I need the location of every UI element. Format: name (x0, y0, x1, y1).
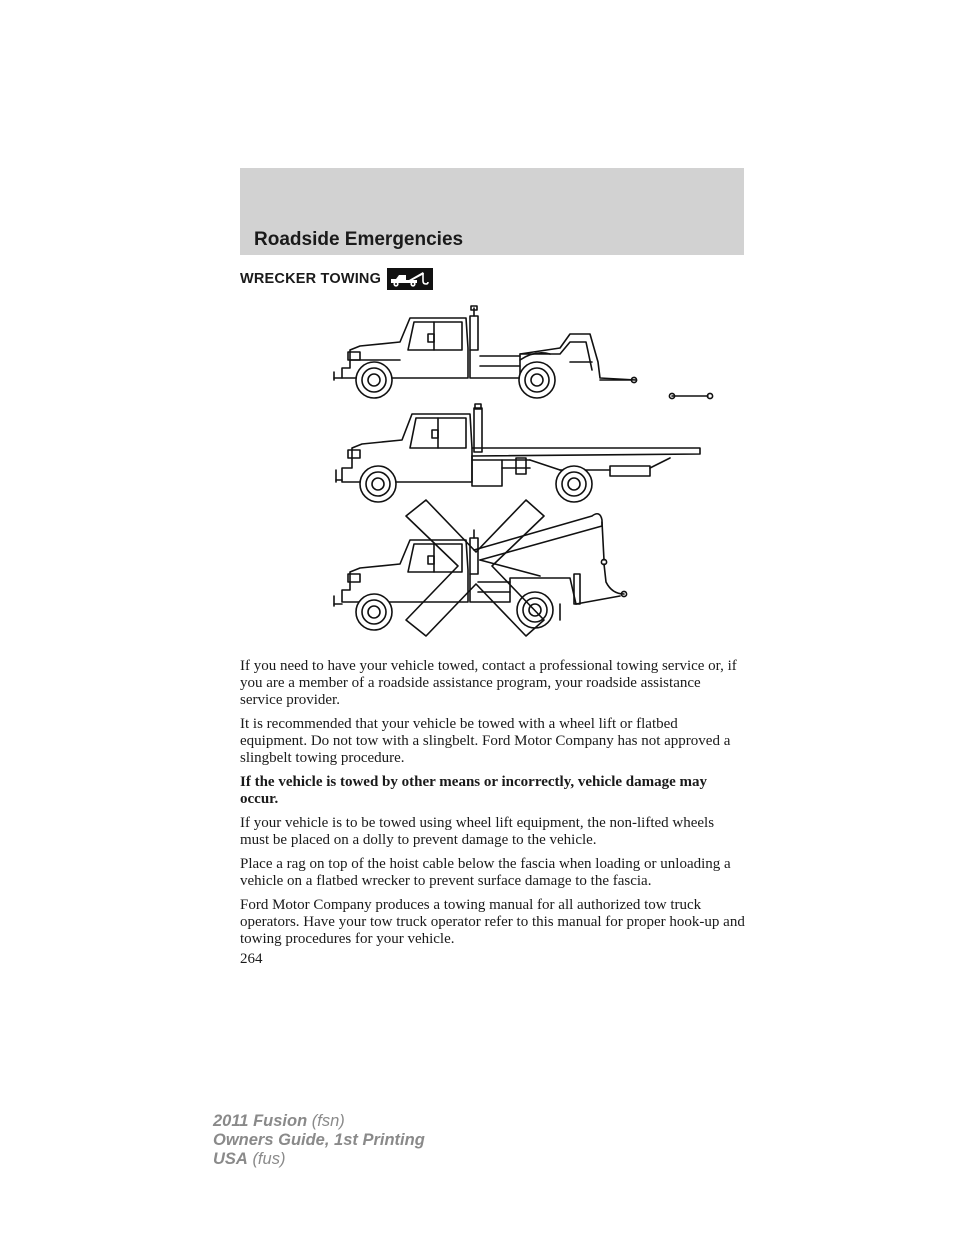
warning-paragraph: If the vehicle is towed by other means or incorrectly, vehicle damage may occur. (240, 774, 708, 807)
footer-region: USA (213, 1150, 248, 1168)
tow-methods-illustration (330, 298, 730, 643)
paragraph: If your vehicle is to be towed using wheel lift equipment, the non-lifted wheels must be placed on a dolly to prevent damage to the vehicle. (240, 815, 715, 848)
footer-model-code: (fsn) (311, 1112, 345, 1130)
subheading (240, 268, 433, 290)
section-header-bar (240, 168, 744, 255)
section-title: Roadside Emergencies (254, 229, 464, 250)
tow-truck-icon (387, 268, 433, 290)
subheading-title: WRECKER TOWING (240, 271, 382, 287)
paragraph: Place a rag on top of the hoist cable below the fascia when loading or unloading a vehicle on a flatbed wrecker to prevent surface damage to the fascia. (240, 856, 731, 889)
paragraph: If you need to have your vehicle towed, contact a professional towing service or, if you are a member of a roadside assistance program, your roadside assistance service provider. (240, 658, 737, 708)
paragraph: It is recommended that your vehicle be towed with a wheel lift or flatbed equipment. Do not tow with a slingbelt. Ford Motor Company has not approved a slingbelt towing procedure. (240, 716, 731, 766)
footer-model: 2011 Fusion (213, 1112, 308, 1130)
flatbed-tow-truck (336, 404, 700, 502)
page-number: 264 (240, 951, 263, 967)
footer-line-2: Owners Guide, 1st Printing (213, 1131, 425, 1149)
paragraph: Ford Motor Company produces a towing manual for all authorized tow truck operators. Have your tow truck operator refer to this manual for proper hook-up and towing procedures for your vehicle. (240, 897, 745, 947)
body-text (240, 658, 746, 968)
slingbelt-tow-truck-crossed-out (334, 500, 627, 636)
footer-line-3 (213, 1150, 425, 1169)
footer (213, 1112, 425, 1169)
wheel-lift-tow-truck (334, 306, 713, 399)
footer-line-1 (213, 1112, 425, 1131)
footer-region-code: (fus) (252, 1150, 286, 1168)
